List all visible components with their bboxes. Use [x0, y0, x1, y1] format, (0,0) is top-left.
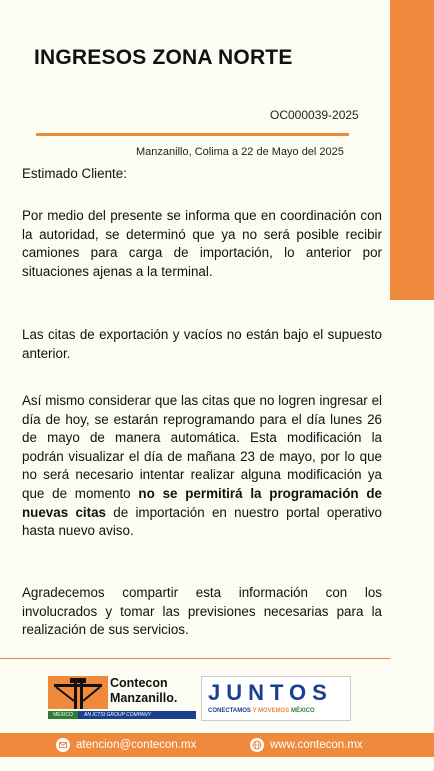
date-line: Manzanillo, Colima a 22 de Mayo del 2025	[136, 146, 344, 158]
email-link[interactable]	[56, 733, 196, 757]
contecon-logo	[48, 676, 196, 721]
accent-side-bar	[390, 0, 434, 300]
juntos-wordmark: JUNTOS	[208, 680, 333, 705]
paragraph-export-exception: Las citas de exportación y vacíos no están bajo el supuesto anterior.	[22, 327, 382, 361]
juntos-tag-c: MÉXICO	[291, 708, 315, 714]
paragraph-rescheduling	[22, 392, 382, 541]
envelope-icon	[56, 738, 70, 752]
crane-icon	[48, 676, 108, 709]
juntos-tagline	[208, 708, 315, 714]
greeting: Estimado Cliente:	[22, 166, 127, 181]
contecon-group: AN ICTSI GROUP COMPANY	[84, 712, 151, 718]
globe-icon	[250, 738, 264, 752]
contecon-tagline-bar	[48, 711, 196, 719]
reference-number: OC000039-2025	[270, 108, 359, 122]
juntos-tag-b: Y MOVEMOS	[252, 708, 290, 714]
contecon-wordmark	[110, 677, 196, 710]
footer-divider	[0, 658, 390, 659]
paragraph-import-restriction: Por medio del presente se informa que en coordinación con la autoridad, se determinó que ya no será posible recibir camiones para carga de importación, lo anterior por situaciones ajenas a la terminal.	[22, 208, 382, 279]
contecon-country: MÉXICO	[48, 711, 78, 719]
website-text: www.contecon.mx	[270, 739, 363, 751]
website-link[interactable]	[250, 733, 363, 757]
paragraph-thanks: Agradecemos compartir esta información con los involucrados y tomar las previsiones necesarias para la realización de sus servicios.	[22, 585, 382, 638]
logos-strip	[48, 676, 351, 721]
rescheduling-text-a: Así mismo considerar que las citas que no logren ingresar el día de hoy, se estarán reprogramando para el día lunes 26 de mayo de manera automática. Esta modificación la podrán visualizar el día de mañana 23 de mayo, por lo que no será necesario intentar realizar alguna modificación ya que de momento	[22, 393, 382, 501]
rescheduling-text-b: de importación en nuestro portal operativo hasta nuevo aviso.	[22, 504, 382, 539]
notice-title: INGRESOS ZONA NORTE	[34, 46, 293, 69]
juntos-tag-a: CONECTAMOS	[208, 708, 251, 714]
juntos-logo	[201, 676, 351, 721]
contecon-word-1: Contecon	[110, 676, 168, 690]
contecon-word-2: Manzanillo.	[110, 691, 178, 705]
accent-rule	[36, 133, 349, 136]
rescheduling-bold-text: no se permitirá la programación de nuevas citas	[22, 485, 382, 520]
contact-footer	[0, 733, 434, 757]
email-text: atencion@contecon.mx	[76, 739, 197, 751]
